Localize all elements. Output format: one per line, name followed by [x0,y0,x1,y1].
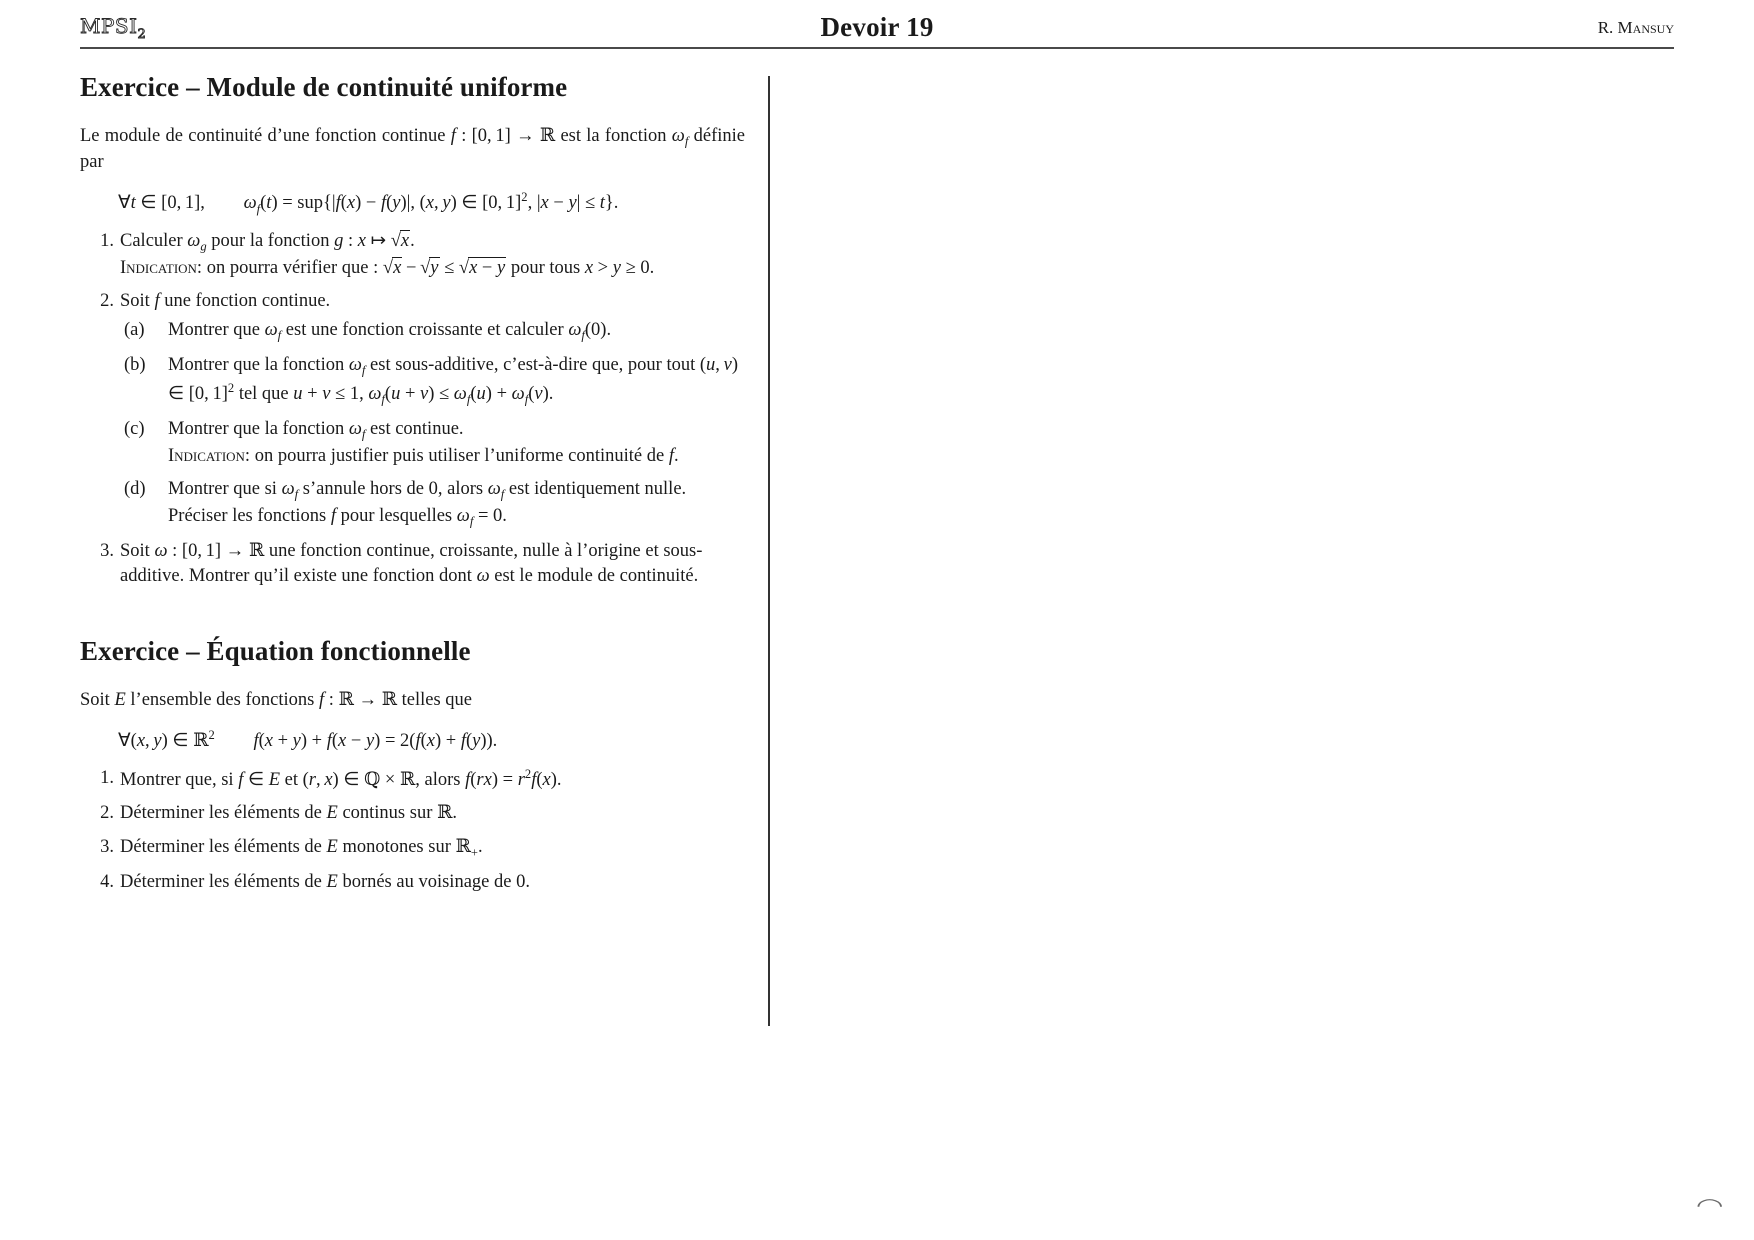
subitem-number: (b) [124,355,146,376]
item-text: Déterminer les éléments de E bornés au voisinage de 0. [120,872,530,893]
content-column [80,70,745,904]
exercise-2-display-formula: ∀(x, y) ∈ ℝ$^2$ f(x + y) + f(x − y) = 2(f(x) + f(y)). [118,727,498,752]
page-title: Devoir 19 [820,12,934,42]
item-text: Déterminer les éléments de E continus sur ℝ. [120,802,457,824]
list-item [80,539,745,588]
exercise-2-intro: Soit E l’ensemble des fonctions f : ℝ → ℝ telles que [80,689,472,711]
list-item [80,870,745,895]
item-number: 3. [100,837,114,858]
item-text: Calculer $\omega_g$ pour la fonction g : x ↦ √x. [120,231,415,255]
subitem-text: Montrer que la fonction $\omega_f$ est sous-additive, c’est-à-dire que, pour tout (u, v) ∈ [0, 1]$^2$ tel que u + v ≤ 1, $\omega_f(u + v) \le \omega_f(u) + \omega_f(v)$. [168,355,738,407]
item-number: 3. [100,541,114,562]
subitem-text-continuation: Préciser les fonctions f pour lesquelles $\omega_f = 0$. [168,505,507,529]
exercise-1-title: Exercice – Module de continuité uniforme [80,72,568,102]
item-number: 4. [100,872,114,893]
course-name: MPSI [80,14,138,38]
exercise-1-item-list [80,229,745,588]
list-item [80,801,745,826]
item-number: 2. [100,803,114,824]
list-item [80,289,745,530]
item-number: 1. [100,767,114,788]
course-name-subscript: 2 [137,26,147,42]
item-hint: Indication: on pourra vérifier que : √x − √y ≤ √x − y pour tous x > y ≥ 0. [120,257,655,278]
exercise-1-intro: Le module de continuité d’une fonction continue f : [0, 1] → ℝ est la fonction $\omega_f$ définie par [80,124,745,173]
vertical-separator-rule [768,76,770,1026]
exercise-2-title: Exercice – Équation fonctionnelle [80,636,471,667]
item-text: Montrer que, si f ∈ E et (r, x) ∈ ℚ × ℝ, alors $f(rx) = r^2f(x)$. [120,766,562,790]
list-item [120,417,745,468]
list-item [80,766,745,793]
item-number: 2. [100,291,114,312]
page-corner-mark: ◠ [1695,1195,1724,1217]
list-item [120,318,745,344]
exercise-2-item-list [80,766,745,895]
item-text: Soit f une fonction continue. [120,291,331,312]
page-header [80,14,1674,48]
subitem-text: Montrer que $\omega_f$ est une fonction croissante et calculer $\omega_f(0)$. [168,320,612,343]
list-item [120,477,745,530]
list-item [80,229,745,280]
exercise-1-subitem-list [120,318,745,530]
subitem-number: (d) [124,479,146,500]
hint-label: Indication: [120,257,203,278]
list-item [120,353,745,408]
author-name: R. Mansuy [1597,18,1674,37]
header-rule [80,47,1674,49]
subitem-text: Montrer que la fonction $\omega_f$ est continue. [168,419,464,443]
subitem-text: Montrer que si $\omega_f$ s’annule hors de 0, alors $\omega_f$ est identiquement nulle. [168,479,687,503]
item-text: Soit ω : [0, 1] → ℝ une fonction continue, croissante, nulle à l’origine et sous-additive. Montrer qu’il existe une fonction dont ω est le module de continuité. [120,540,703,586]
subitem-number: (a) [124,320,145,341]
exercise-1-display-formula: ∀t ∈ [0, 1], $\omega_f(t) = sup\{|f(x) - f(y)|$, (x, y) ∈ [0, 1]$^2$, |x − y| ≤ t}. [118,189,619,216]
item-number: 1. [100,231,114,252]
item-text: Déterminer les éléments de E monotones sur ℝ$_+$. [120,836,483,860]
subitem-number: (c) [124,419,145,440]
hint-label: Indication: [168,445,251,466]
subitem-hint: Indication: on pourra justifier puis utiliser l’uniforme continuité de f. [168,445,679,466]
list-item [80,835,745,861]
